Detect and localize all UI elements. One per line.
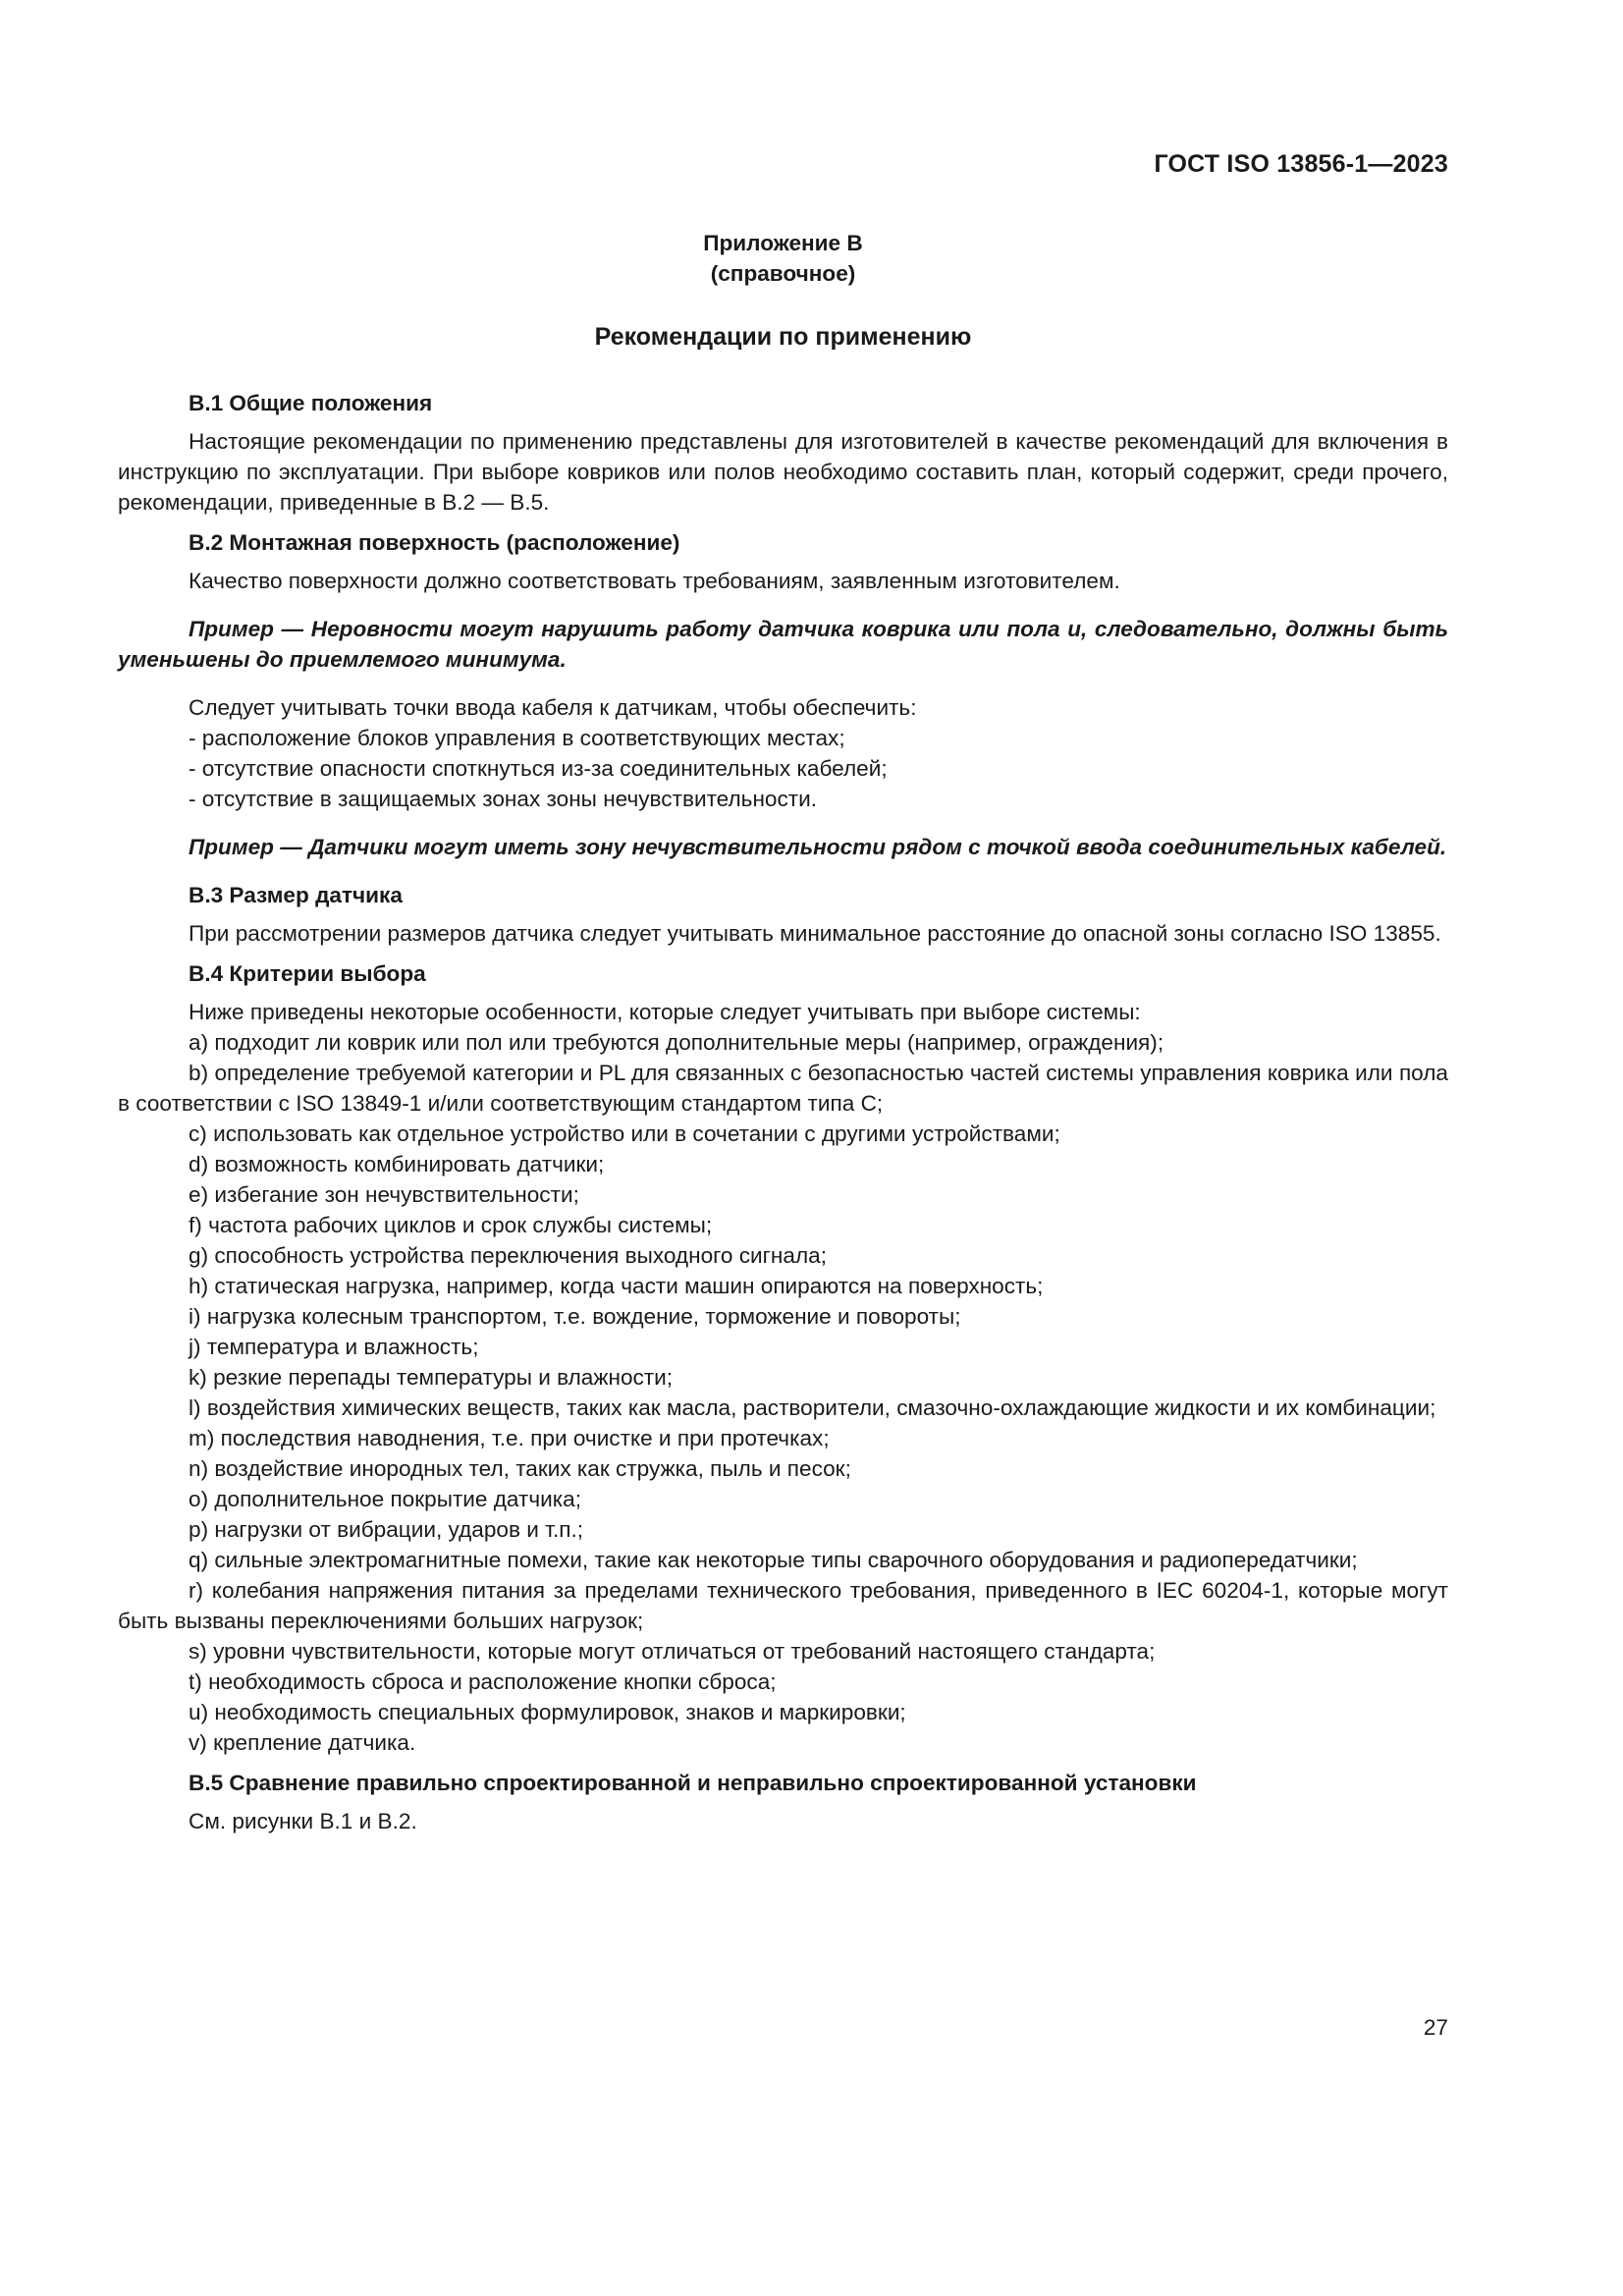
list-item: u) необходимость специальных формулировок, знаков и маркировки; [189, 1700, 906, 1724]
section-b3-text: При рассмотрении размеров датчика следует учитывать минимальное расстояние до опасной зоны согласно ISO 13855. [189, 921, 1441, 946]
section-b4-heading: В.4 Критерии выбора [189, 961, 426, 986]
appendix-header [118, 228, 1448, 289]
list-item: j) температура и влажность; [189, 1335, 479, 1359]
section-b2-example-2: Пример — Датчики могут иметь зону нечувствительности рядом с точкой ввода соединительных кабелей. [189, 835, 1447, 859]
list-item: f) частота рабочих циклов и срок службы системы; [189, 1213, 713, 1237]
list-item: q) сильные электромагнитные помехи, такие как некоторые типы сварочного оборудования и радиопередатчики; [189, 1548, 1358, 1572]
section-b2-intro: Следует учитывать точки ввода кабеля к датчикам, чтобы обеспечить: [189, 695, 917, 720]
list-item: c) использовать как отдельное устройство или в сочетании с другими устройствами; [189, 1121, 1060, 1146]
list-item: p) нагрузки от вибрации, ударов и т.п.; [189, 1517, 584, 1542]
page-content [118, 228, 1448, 1844]
page-number: 27 [1423, 2015, 1448, 2040]
list-item: d) возможность комбинировать датчики; [189, 1152, 605, 1176]
document-code: ГОСТ ISO 13856-1—2023 [1154, 150, 1448, 178]
list-item: t) необходимость сброса и расположение кнопки сброса; [189, 1669, 777, 1694]
list-item: h) статическая нагрузка, например, когда части машин опираются на поверхность; [189, 1274, 1044, 1298]
list-item: e) избегание зон нечувствительности; [189, 1182, 579, 1207]
list-item: g) способность устройства переключения выходного сигнала; [189, 1243, 827, 1268]
list-item: l) воздействия химических веществ, таких как масла, растворители, смазочно-охлаждающие жидкости и их комбинации; [189, 1395, 1436, 1420]
list-item: - отсутствие в защищаемых зонах зоны нечувствительности. [189, 787, 818, 811]
section-b1-text: Настоящие рекомендации по применению представлены для изготовителей в качестве рекомендаций для включения в инструкцию по эксплуатации. При выборе ковриков или полов необходимо составить план, который содержит, среди прочего, рекомендации, приведенные в В.2 — В.5. [118, 429, 1448, 515]
section-b1-heading: В.1 Общие положения [189, 391, 433, 415]
list-item: o) дополнительное покрытие датчика; [189, 1487, 581, 1511]
appendix-title: Приложение В [703, 231, 863, 255]
section-b5-text: См. рисунки В.1 и В.2. [189, 1809, 417, 1833]
section-b2-heading: В.2 Монтажная поверхность (расположение) [189, 530, 680, 555]
section-b2-text: Качество поверхности должно соответствовать требованиям, заявленным изготовителем. [189, 569, 1120, 593]
list-item: k) резкие перепады температуры и влажности; [189, 1365, 674, 1390]
section-b4-list [118, 1027, 1448, 1758]
list-item: - отсутствие опасности споткнуться из-за соединительных кабелей; [189, 756, 888, 781]
list-item: n) воздействие инородных тел, таких как стружка, пыль и песок; [189, 1456, 851, 1481]
list-item: i) нагрузка колесным транспортом, т.е. вождение, торможение и повороты; [189, 1304, 961, 1329]
appendix-heading: Рекомендации по применению [594, 323, 972, 351]
list-item: s) уровни чувствительности, которые могут отличаться от требований настоящего стандарта; [189, 1639, 1156, 1664]
section-b3-heading: В.3 Размер датчика [189, 883, 403, 907]
section-b5-heading: В.5 Сравнение правильно спроектированной и неправильно спроектированной установки [189, 1771, 1197, 1795]
list-item: r) колебания напряжения питания за пределами технического требования, приведенного в IEC 60204-1, которые могут быть вызваны переключениями больших нагрузок; [118, 1578, 1448, 1633]
list-item: v) крепление датчика. [189, 1730, 416, 1755]
section-b4-intro: Ниже приведены некоторые особенности, которые следует учитывать при выборе системы: [189, 1000, 1141, 1024]
section-b2-example-1: Пример — Неровности могут нарушить работу датчика коврика или пола и, следовательно, должны быть уменьшены до приемлемого минимума. [118, 617, 1448, 672]
section-b2-list [118, 723, 1448, 814]
appendix-subtitle: (справочное) [710, 261, 856, 286]
list-item: m) последствия наводнения, т.е. при очистке и при протечках; [189, 1426, 830, 1450]
list-item: b) определение требуемой категории и PL для связанных с безопасностью частей системы управления коврика или пола в соответствии с ISO 13849-1 и/или соответствующим стандартом типа С; [118, 1061, 1448, 1116]
list-item: - расположение блоков управления в соответствующих местах; [189, 726, 845, 750]
list-item: a) подходит ли коврик или пол или требуются дополнительные меры (например, ограждения); [189, 1030, 1164, 1055]
